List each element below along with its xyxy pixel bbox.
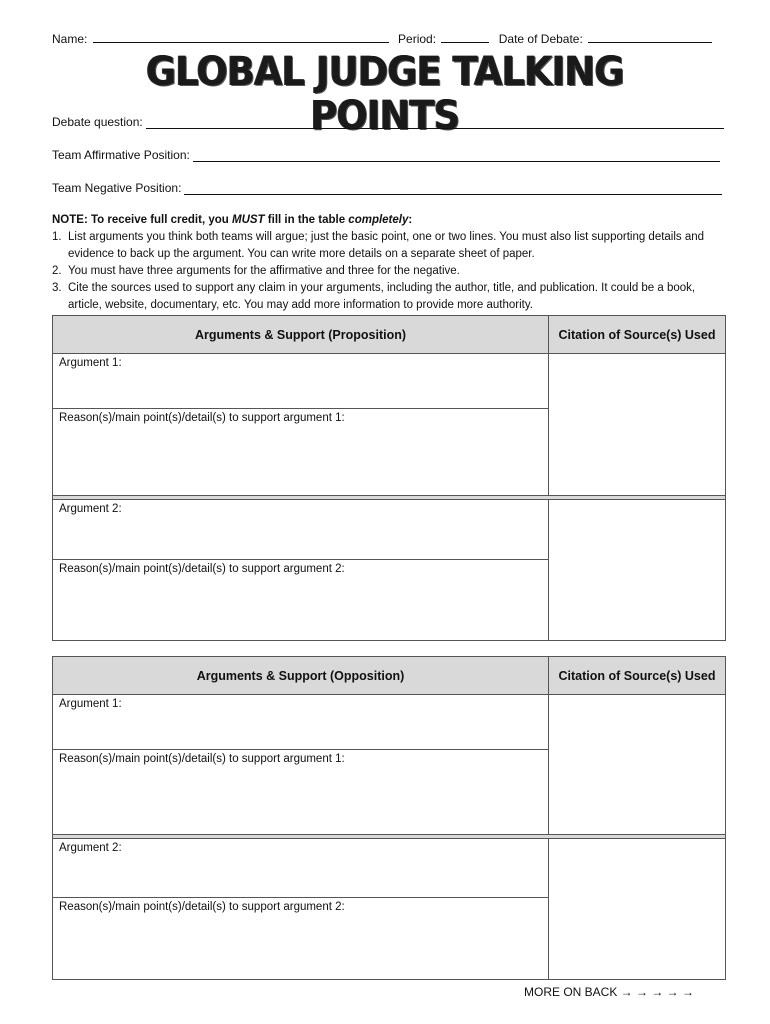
opposition-citation-2-cell[interactable]: [549, 839, 725, 979]
opposition-header-arguments: Arguments & Support (Opposition): [53, 657, 549, 694]
period-label: Period:: [398, 32, 437, 46]
note-heading-suffix: :: [408, 214, 413, 226]
team-negative-row: [52, 181, 722, 195]
instruction-item: [52, 280, 724, 314]
opposition-citation-1-cell[interactable]: [549, 695, 725, 834]
team-negative-label: Team Negative Position:: [52, 181, 182, 195]
header-line: [52, 31, 722, 46]
proposition-citation-2-cell[interactable]: [549, 500, 725, 640]
more-on-back-note: MORE ON BACK → → → → →: [524, 985, 695, 999]
note-heading-middle: fill in the table: [264, 214, 349, 226]
name-field[interactable]: [93, 31, 389, 43]
proposition-argument-2-block: [53, 500, 725, 640]
opposition-argument-2-block: [53, 839, 725, 979]
instructions-note: [52, 212, 724, 314]
opposition-argument-2-cell[interactable]: Argument 2:: [53, 839, 548, 898]
proposition-table: [52, 315, 726, 641]
debate-question-label: Debate question:: [52, 115, 143, 129]
instruction-text: Cite the sources used to support any claim in your arguments, including the author, title, and publication. It could be a book, article, website, documentary, etc. You may add more information to provide more authority.: [68, 282, 696, 311]
instruction-number: 2.: [52, 265, 62, 277]
date-label: Date of Debate:: [498, 32, 583, 46]
period-field[interactable]: [441, 31, 489, 43]
proposition-argument-1-block: [53, 354, 725, 495]
opposition-reason-2-cell[interactable]: Reason(s)/main point(s)/detail(s) to support argument 2:: [59, 901, 345, 913]
team-negative-field[interactable]: [184, 183, 722, 195]
note-heading-completely: completely: [348, 214, 409, 226]
instruction-item: [52, 229, 724, 263]
instruction-text: List arguments you think both teams will argue; just the basic point, one or two lines. You must also list supporting details and evidence to back up the argument. You can write more details on a separate sheet of paper.: [68, 231, 705, 260]
opposition-argument-1-cell[interactable]: Argument 1:: [53, 695, 548, 750]
date-field[interactable]: [588, 31, 712, 43]
page-title: GLOBAL JUDGE TALKING POINTS: [146, 49, 624, 139]
opposition-reason-1-cell[interactable]: Reason(s)/main point(s)/detail(s) to support argument 1:: [59, 753, 345, 765]
instruction-number: 1.: [52, 231, 62, 243]
proposition-argument-2-cell[interactable]: Argument 2:: [53, 500, 548, 560]
opposition-table-header: [53, 657, 725, 695]
note-heading-prefix: NOTE: To receive full credit, you: [52, 214, 232, 226]
proposition-reason-1-cell[interactable]: Reason(s)/main point(s)/detail(s) to support argument 1:: [59, 412, 345, 424]
proposition-header-citation: Citation of Source(s) Used: [558, 327, 716, 342]
note-heading-must: MUST: [232, 214, 265, 226]
team-affirmative-row: [52, 148, 720, 162]
proposition-reason-2-cell[interactable]: Reason(s)/main point(s)/detail(s) to support argument 2:: [59, 563, 345, 575]
debate-question-row: [52, 115, 724, 129]
instructions-list: [52, 229, 724, 314]
debate-question-field[interactable]: [146, 117, 724, 129]
name-label: Name:: [52, 32, 88, 46]
opposition-header-citation: Citation of Source(s) Used: [558, 668, 716, 683]
proposition-argument-1-cell[interactable]: Argument 1:: [53, 354, 548, 409]
proposition-citation-1-cell[interactable]: [549, 354, 725, 495]
opposition-argument-1-block: [53, 695, 725, 834]
note-heading: [52, 212, 724, 229]
proposition-header-arguments: Arguments & Support (Proposition): [53, 316, 549, 353]
team-affirmative-label: Team Affirmative Position:: [52, 148, 190, 162]
instruction-number: 3.: [52, 282, 62, 294]
team-affirmative-field[interactable]: [193, 150, 720, 162]
opposition-table: [52, 656, 726, 980]
instruction-text: You must have three arguments for the affirmative and three for the negative.: [68, 265, 460, 277]
instruction-item: [52, 263, 724, 280]
proposition-table-header: [53, 316, 725, 354]
